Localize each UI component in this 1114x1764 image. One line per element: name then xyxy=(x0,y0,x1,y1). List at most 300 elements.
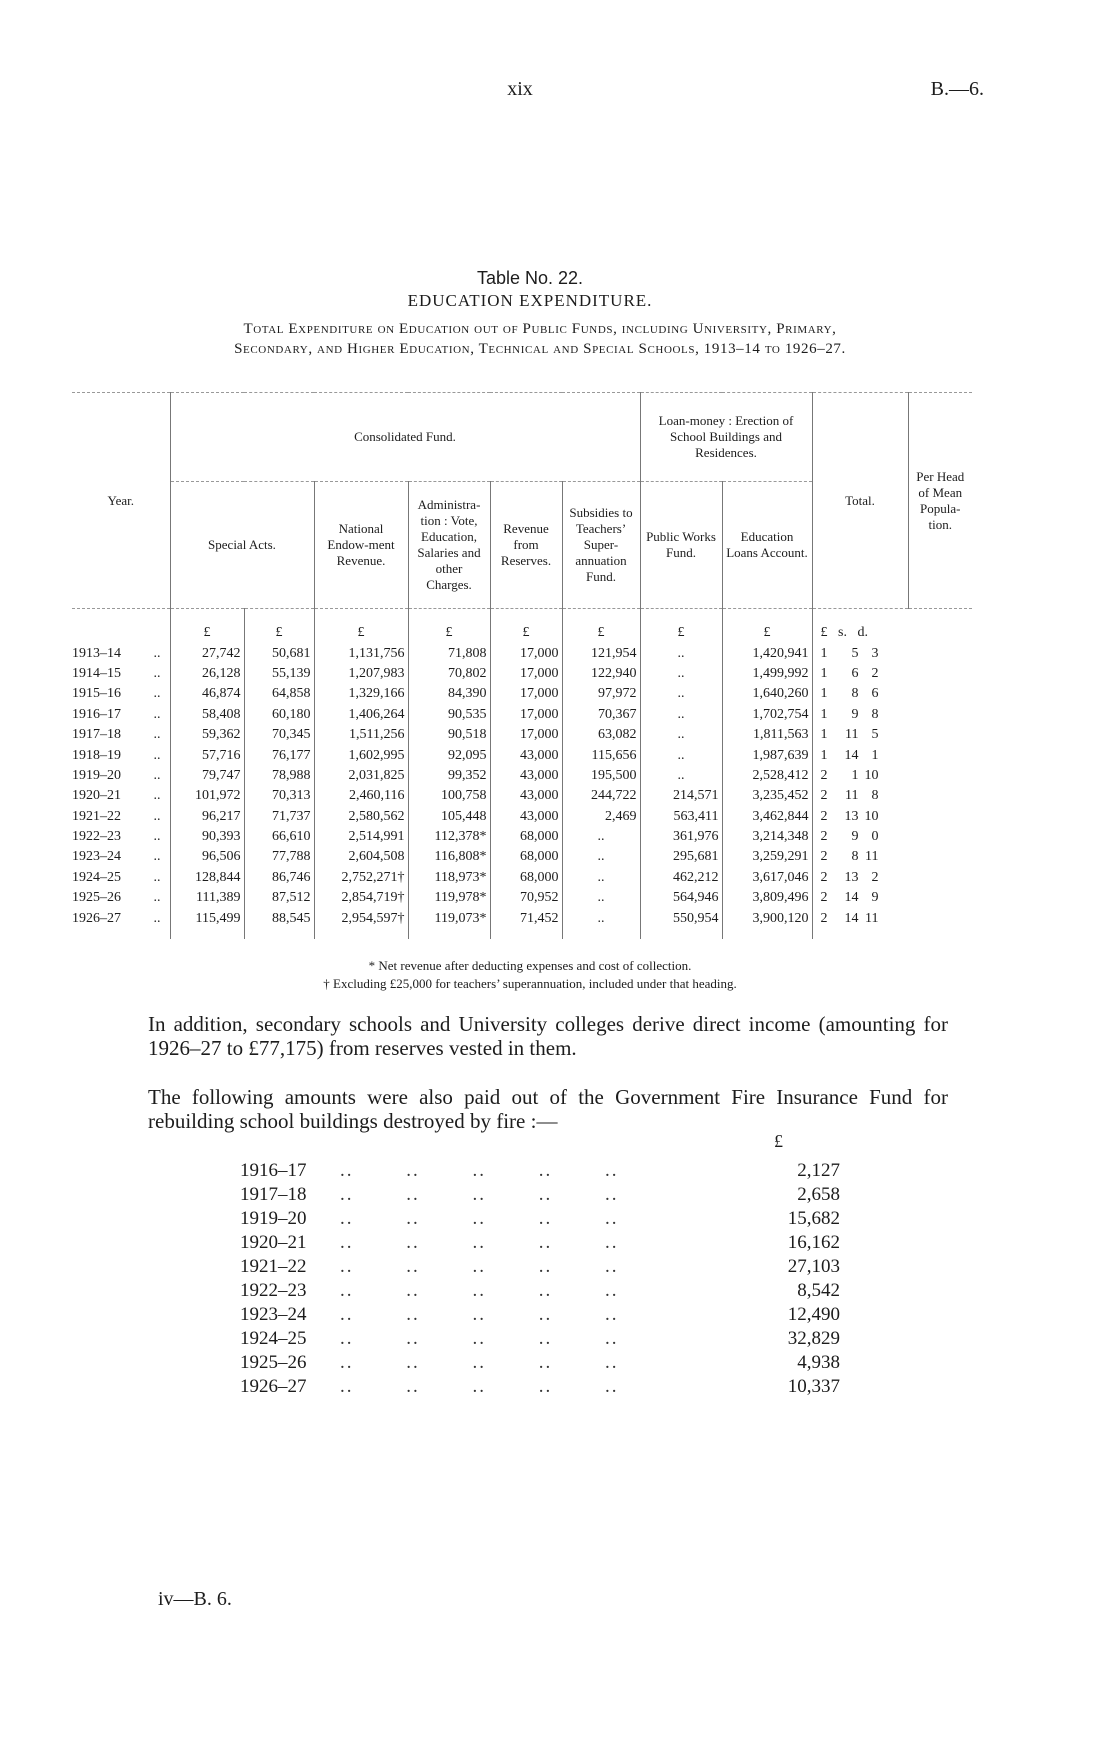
leader-dots: .. xyxy=(153,645,161,661)
cell-special: 115,499 xyxy=(170,908,244,938)
cell-admin: 2,604,508 xyxy=(314,847,408,867)
cell-public-works: 97,972 xyxy=(562,684,640,704)
leader-dots: .. xyxy=(153,665,161,681)
fire-fund-row xyxy=(240,1351,840,1375)
cell-national: 70,313 xyxy=(244,786,314,806)
year-label: 1914–15 xyxy=(72,665,121,681)
unit-per-head-d: d. xyxy=(857,625,868,641)
cell-special: 26,128 xyxy=(170,664,244,684)
per-head-shillings: 8 xyxy=(851,849,859,865)
cell-public-works: .. xyxy=(562,908,640,938)
cell-subsidies: 17,000 xyxy=(490,664,562,684)
per-head-pence: 0 xyxy=(871,829,879,845)
cell-special: 59,362 xyxy=(170,725,244,745)
cell-national: 77,788 xyxy=(244,847,314,867)
cell-year xyxy=(72,766,170,786)
leader-dots: .. .. .. .. .. xyxy=(340,1328,619,1349)
cell-public-works: .. xyxy=(562,888,640,908)
unit-per-head xyxy=(812,609,908,644)
cell-loans: 563,411 xyxy=(640,807,722,827)
per-head-shillings: 13 xyxy=(844,869,859,885)
leader-dots: .. xyxy=(153,849,161,865)
cell-national: 78,988 xyxy=(244,766,314,786)
cell-year xyxy=(72,807,170,827)
cell-year xyxy=(72,684,170,704)
table-row xyxy=(72,745,972,765)
table-row xyxy=(72,725,972,745)
cell-public-works: 195,500 xyxy=(562,766,640,786)
cell-national: 64,858 xyxy=(244,684,314,704)
per-head-pence: 11 xyxy=(865,849,879,865)
year-label: 1925–26 xyxy=(72,890,121,906)
fire-fund-table xyxy=(240,1159,840,1399)
per-head-pounds: 1 xyxy=(820,686,828,702)
leader-dots: .. .. .. .. .. xyxy=(340,1376,619,1397)
cell-subsidies: 43,000 xyxy=(490,807,562,827)
cell-subsidies: 71,452 xyxy=(490,908,562,938)
cell-total: 1,640,260 xyxy=(722,684,812,704)
table-row xyxy=(72,684,972,704)
per-head-shillings: 8 xyxy=(851,686,859,702)
cell-total: 1,987,639 xyxy=(722,745,812,765)
fire-fund-row xyxy=(240,1255,840,1279)
cell-subsidies: 17,000 xyxy=(490,643,562,663)
cell-special: 90,393 xyxy=(170,827,244,847)
per-head-shillings: 11 xyxy=(845,727,859,743)
cell-national: 88,545 xyxy=(244,908,314,938)
unit-national: £ xyxy=(244,609,314,644)
table-row xyxy=(72,705,972,725)
per-head-pounds: 2 xyxy=(820,890,828,906)
page-signature: iv—B. 6. xyxy=(158,1588,232,1610)
leader-dots: .. xyxy=(153,788,161,804)
year-label: 1924–25 xyxy=(72,869,121,885)
cell-revenue: 119,978* xyxy=(408,888,490,908)
leader-dots: .. xyxy=(153,910,161,926)
year-label: 1917–18 xyxy=(72,727,121,743)
cell-admin: 1,207,983 xyxy=(314,664,408,684)
cell-revenue: 70,802 xyxy=(408,664,490,684)
fire-fund-year: 1923–24 xyxy=(240,1304,307,1325)
cell-loans: 295,681 xyxy=(640,847,722,867)
cell-admin: 1,511,256 xyxy=(314,725,408,745)
cell-subsidies: 43,000 xyxy=(490,745,562,765)
fire-fund-unit: £ xyxy=(774,1131,783,1151)
cell-year xyxy=(72,827,170,847)
cell-public-works: .. xyxy=(562,847,640,867)
fire-fund-year: 1920–21 xyxy=(240,1232,307,1253)
year-label: 1918–19 xyxy=(72,747,121,763)
per-head-pence: 3 xyxy=(871,645,879,661)
fire-fund-amount: 8,542 xyxy=(797,1280,840,1301)
per-head-shillings: 14 xyxy=(844,747,859,763)
cell-loans: 361,976 xyxy=(640,827,722,847)
cell-public-works: .. xyxy=(562,868,640,888)
per-head-pounds: 2 xyxy=(820,910,828,926)
cell-total: 1,702,754 xyxy=(722,705,812,725)
per-head-pence: 11 xyxy=(865,910,879,926)
unit-public-works: £ xyxy=(562,609,640,644)
cell-per-head xyxy=(812,888,908,908)
per-head-shillings: 9 xyxy=(851,706,859,722)
cell-year xyxy=(72,664,170,684)
cell-loans: .. xyxy=(640,643,722,663)
per-head-pounds: 1 xyxy=(820,706,828,722)
cell-loans: 214,571 xyxy=(640,786,722,806)
unit-subsidies: £ xyxy=(490,609,562,644)
cell-revenue: 105,448 xyxy=(408,807,490,827)
per-head-pence: 8 xyxy=(871,706,879,722)
footnote-excluding: † Excluding £25,000 for teachers’ superannuation, included under that heading. xyxy=(323,976,737,991)
per-head-pence: 6 xyxy=(871,686,879,702)
fire-fund-amount: 12,490 xyxy=(787,1304,840,1325)
year-label: 1916–17 xyxy=(72,706,121,722)
year-label: 1921–22 xyxy=(72,808,121,824)
leader-dots: .. .. .. .. .. xyxy=(340,1304,619,1325)
fire-fund-row xyxy=(240,1303,840,1327)
cell-per-head xyxy=(812,827,908,847)
cell-revenue: 100,758 xyxy=(408,786,490,806)
per-head-pence: 8 xyxy=(871,788,879,804)
cell-admin: 2,031,825 xyxy=(314,766,408,786)
leader-dots: .. .. .. .. .. xyxy=(340,1160,619,1181)
per-head-pence: 9 xyxy=(871,890,879,906)
unit-loans: £ xyxy=(640,609,722,644)
cell-admin: 2,752,271† xyxy=(314,868,408,888)
paragraph-fire-fund: The following amounts were also paid out of the Government Fire Insurance Fund for rebuilding school buildings destroyed by fire :— xyxy=(148,1085,948,1133)
col-header-loans: Education Loans Account. xyxy=(722,482,812,609)
fire-fund-amount: 27,103 xyxy=(787,1256,840,1277)
cell-total: 3,235,452 xyxy=(722,786,812,806)
per-head-pounds: 1 xyxy=(820,727,828,743)
col-header-national: National Endow-ment Revenue. xyxy=(314,482,408,609)
cell-revenue: 92,095 xyxy=(408,745,490,765)
fire-fund-amount: 32,829 xyxy=(787,1328,840,1349)
cell-subsidies: 70,952 xyxy=(490,888,562,908)
unit-revenue: £ xyxy=(408,609,490,644)
cell-total: 1,499,992 xyxy=(722,664,812,684)
cell-revenue: 84,390 xyxy=(408,684,490,704)
cell-admin: 1,131,756 xyxy=(314,643,408,663)
cell-special: 111,389 xyxy=(170,888,244,908)
cell-per-head xyxy=(812,643,908,663)
fire-fund-amount: 2,127 xyxy=(797,1160,840,1181)
cell-subsidies: 43,000 xyxy=(490,786,562,806)
group-header-loan: Loan-money : Erection of School Buildings and Residences. xyxy=(640,393,812,482)
cell-year xyxy=(72,643,170,663)
per-head-shillings: 6 xyxy=(851,665,859,681)
per-head-pounds: 1 xyxy=(820,665,828,681)
per-head-pounds: 1 xyxy=(820,645,828,661)
cell-public-works: 115,656 xyxy=(562,745,640,765)
table-number: Table No. 22. xyxy=(476,268,584,288)
unit-total: £ xyxy=(722,609,812,644)
cell-admin: 2,460,116 xyxy=(314,786,408,806)
page-reference: B.—6. xyxy=(930,78,984,100)
unit-admin: £ xyxy=(314,609,408,644)
fire-fund-year: 1924–25 xyxy=(240,1328,307,1349)
cell-per-head xyxy=(812,705,908,725)
per-head-pounds: 2 xyxy=(820,849,828,865)
cell-public-works: 2,469 xyxy=(562,807,640,827)
cell-revenue: 118,973* xyxy=(408,868,490,888)
cell-subsidies: 68,000 xyxy=(490,868,562,888)
table-row xyxy=(72,888,972,908)
fire-fund-amount: 4,938 xyxy=(797,1352,840,1373)
cell-total: 3,809,496 xyxy=(722,888,812,908)
cell-revenue: 90,535 xyxy=(408,705,490,725)
cell-per-head xyxy=(812,766,908,786)
col-header-per-head: Per Head of Mean Popula-tion. xyxy=(908,393,972,609)
cell-special: 27,742 xyxy=(170,643,244,663)
cell-public-works: 63,082 xyxy=(562,725,640,745)
cell-loans: 550,954 xyxy=(640,908,722,938)
cell-per-head xyxy=(812,684,908,704)
fire-fund-year: 1919–20 xyxy=(240,1208,307,1229)
col-header-admin: Administra-tion : Vote, Education, Salaries and other Charges. xyxy=(408,482,490,609)
table-row xyxy=(72,766,972,786)
cell-loans: .. xyxy=(640,705,722,725)
cell-total: 3,214,348 xyxy=(722,827,812,847)
cell-special: 46,874 xyxy=(170,684,244,704)
cell-per-head xyxy=(812,786,908,806)
table-row xyxy=(72,807,972,827)
leader-dots: .. xyxy=(153,686,161,702)
col-header-public-works: Public Works Fund. xyxy=(640,482,722,609)
cell-public-works: 70,367 xyxy=(562,705,640,725)
table-subtitle xyxy=(100,319,980,359)
col-header-subsidies: Subsidies to Teachers’ Super-annuation Fund. xyxy=(562,482,640,609)
per-head-pence: 2 xyxy=(871,665,879,681)
cell-year xyxy=(72,745,170,765)
unit-per-head-pound: £ xyxy=(820,625,828,641)
leader-dots: .. xyxy=(153,890,161,906)
footnote-net-revenue: * Net revenue after deducting expenses and cost of collection. xyxy=(368,958,692,973)
per-head-pounds: 2 xyxy=(820,829,828,845)
cell-national: 66,610 xyxy=(244,827,314,847)
fire-fund-amount: 15,682 xyxy=(787,1208,840,1229)
subtitle-line-2: Secondary, and Higher Education, Technical and Special Schools, 1913–14 to 1926–27. xyxy=(234,341,846,357)
fire-fund-amount: 2,658 xyxy=(797,1184,840,1205)
leader-dots: .. .. .. .. .. xyxy=(340,1352,619,1373)
cell-national: 86,746 xyxy=(244,868,314,888)
cell-per-head xyxy=(812,908,908,938)
col-header-revenue: Revenue from Reserves. xyxy=(490,482,562,609)
per-head-shillings: 11 xyxy=(845,788,859,804)
leader-dots: .. .. .. .. .. xyxy=(340,1256,619,1277)
year-label: 1920–21 xyxy=(72,788,121,804)
leader-dots: .. .. .. .. .. xyxy=(340,1208,619,1229)
fire-fund-row xyxy=(240,1327,840,1351)
cell-public-works: .. xyxy=(562,827,640,847)
per-head-shillings: 14 xyxy=(844,910,859,926)
units-row xyxy=(72,609,972,644)
cell-total: 2,528,412 xyxy=(722,766,812,786)
cell-national: 71,737 xyxy=(244,807,314,827)
cell-revenue: 116,808* xyxy=(408,847,490,867)
col-header-year: Year. xyxy=(72,393,170,609)
cell-year xyxy=(72,705,170,725)
fire-fund-row xyxy=(240,1183,840,1207)
leader-dots: .. xyxy=(153,747,161,763)
subtitle-line-1: Total Expenditure on Education out of Public Funds, including University, Primary, xyxy=(243,321,837,337)
table-row xyxy=(72,827,972,847)
leader-dots: .. .. .. .. .. xyxy=(340,1232,619,1253)
per-head-pounds: 1 xyxy=(820,747,828,763)
cell-subsidies: 17,000 xyxy=(490,725,562,745)
leader-dots: .. xyxy=(153,727,161,743)
cell-per-head xyxy=(812,725,908,745)
cell-loans: .. xyxy=(640,766,722,786)
leader-dots: .. xyxy=(153,869,161,885)
cell-subsidies: 68,000 xyxy=(490,847,562,867)
leader-dots: .. xyxy=(153,808,161,824)
cell-national: 76,177 xyxy=(244,745,314,765)
per-head-shillings: 9 xyxy=(851,829,859,845)
cell-revenue: 90,518 xyxy=(408,725,490,745)
year-label: 1926–27 xyxy=(72,910,121,926)
cell-special: 96,506 xyxy=(170,847,244,867)
cell-admin: 2,854,719† xyxy=(314,888,408,908)
fire-fund-year: 1921–22 xyxy=(240,1256,307,1277)
cell-total: 3,900,120 xyxy=(722,908,812,938)
cell-loans: .. xyxy=(640,664,722,684)
cell-loans: 462,212 xyxy=(640,868,722,888)
fire-fund-year: 1926–27 xyxy=(240,1376,307,1397)
table-row xyxy=(72,908,972,938)
cell-admin: 2,580,562 xyxy=(314,807,408,827)
table-row xyxy=(72,786,972,806)
cell-subsidies: 68,000 xyxy=(490,827,562,847)
cell-public-works: 122,940 xyxy=(562,664,640,684)
cell-revenue: 112,378* xyxy=(408,827,490,847)
leader-dots: .. xyxy=(153,829,161,845)
cell-total: 1,420,941 xyxy=(722,643,812,663)
cell-loans: .. xyxy=(640,684,722,704)
per-head-shillings: 13 xyxy=(844,808,859,824)
cell-special: 128,844 xyxy=(170,868,244,888)
cell-special: 57,716 xyxy=(170,745,244,765)
cell-revenue: 119,073* xyxy=(408,908,490,938)
cell-per-head xyxy=(812,847,908,867)
cell-per-head xyxy=(812,745,908,765)
per-head-shillings: 5 xyxy=(851,645,859,661)
per-head-pounds: 2 xyxy=(820,869,828,885)
table-row xyxy=(72,868,972,888)
cell-year xyxy=(72,908,170,938)
year-label: 1913–14 xyxy=(72,645,121,661)
leader-dots: .. .. .. .. .. xyxy=(340,1280,619,1301)
fire-fund-row xyxy=(240,1279,840,1303)
unit-special: £ xyxy=(170,609,244,644)
per-head-pounds: 2 xyxy=(820,808,828,824)
year-label: 1919–20 xyxy=(72,767,121,783)
cell-year xyxy=(72,868,170,888)
per-head-pounds: 2 xyxy=(820,788,828,804)
group-header-consolidated: Consolidated Fund. xyxy=(170,393,640,482)
leader-dots: .. .. .. .. .. xyxy=(340,1184,619,1205)
fire-fund-row xyxy=(240,1231,840,1255)
cell-admin: 1,602,995 xyxy=(314,745,408,765)
fire-fund-row xyxy=(240,1159,840,1183)
per-head-pence: 1 xyxy=(871,747,879,763)
fire-fund-amount: 10,337 xyxy=(787,1376,840,1397)
per-head-shillings: 14 xyxy=(844,890,859,906)
cell-admin: 1,406,264 xyxy=(314,705,408,725)
expenditure-table xyxy=(72,392,972,939)
per-head-pence: 2 xyxy=(871,869,879,885)
cell-year xyxy=(72,888,170,908)
per-head-pence: 5 xyxy=(871,727,879,743)
cell-public-works: 244,722 xyxy=(562,786,640,806)
cell-national: 50,681 xyxy=(244,643,314,663)
cell-admin: 2,954,597† xyxy=(314,908,408,938)
cell-total: 3,462,844 xyxy=(722,807,812,827)
cell-total: 3,617,046 xyxy=(722,868,812,888)
fire-fund-year: 1917–18 xyxy=(240,1184,307,1205)
cell-year xyxy=(72,725,170,745)
cell-national: 55,139 xyxy=(244,664,314,684)
col-header-total: Total. xyxy=(812,393,908,609)
cell-loans: .. xyxy=(640,745,722,765)
cell-subsidies: 43,000 xyxy=(490,766,562,786)
fire-fund-year: 1925–26 xyxy=(240,1352,307,1373)
cell-year xyxy=(72,847,170,867)
unit-per-head-s: s. xyxy=(838,625,847,641)
cell-special: 58,408 xyxy=(170,705,244,725)
cell-national: 87,512 xyxy=(244,888,314,908)
cell-special: 79,747 xyxy=(170,766,244,786)
year-label: 1915–16 xyxy=(72,686,121,702)
fire-fund-row xyxy=(240,1375,840,1399)
year-label: 1922–23 xyxy=(72,829,121,845)
fire-fund-year: 1922–23 xyxy=(240,1280,307,1301)
cell-year xyxy=(72,786,170,806)
cell-national: 60,180 xyxy=(244,705,314,725)
per-head-shillings: 1 xyxy=(851,767,859,783)
cell-subsidies: 17,000 xyxy=(490,705,562,725)
cell-special: 96,217 xyxy=(170,807,244,827)
cell-admin: 1,329,166 xyxy=(314,684,408,704)
cell-subsidies: 17,000 xyxy=(490,684,562,704)
cell-total: 1,811,563 xyxy=(722,725,812,745)
fire-fund-year: 1916–17 xyxy=(240,1160,307,1181)
cell-national: 70,345 xyxy=(244,725,314,745)
cell-per-head xyxy=(812,868,908,888)
cell-per-head xyxy=(812,664,908,684)
cell-special: 101,972 xyxy=(170,786,244,806)
fire-fund-row xyxy=(240,1207,840,1231)
cell-admin: 2,514,991 xyxy=(314,827,408,847)
leader-dots: .. xyxy=(153,706,161,722)
cell-loans: 564,946 xyxy=(640,888,722,908)
paragraph-reserves: In addition, secondary schools and University colleges derive direct income (amounting for 1926–27 to £77,175) from reserves vested in them. xyxy=(148,1012,948,1060)
table-row xyxy=(72,847,972,867)
cell-revenue: 99,352 xyxy=(408,766,490,786)
table-row xyxy=(72,664,972,684)
table-title: EDUCATION EXPENDITURE. xyxy=(407,291,653,310)
cell-loans: .. xyxy=(640,725,722,745)
cell-public-works: 121,954 xyxy=(562,643,640,663)
page-number: xix xyxy=(507,78,533,100)
per-head-pounds: 2 xyxy=(820,767,828,783)
year-label: 1923–24 xyxy=(72,849,121,865)
col-header-special: Special Acts. xyxy=(170,482,314,609)
table-row xyxy=(72,643,972,663)
per-head-pence: 10 xyxy=(864,767,879,783)
leader-dots: .. xyxy=(153,767,161,783)
cell-total: 3,259,291 xyxy=(722,847,812,867)
